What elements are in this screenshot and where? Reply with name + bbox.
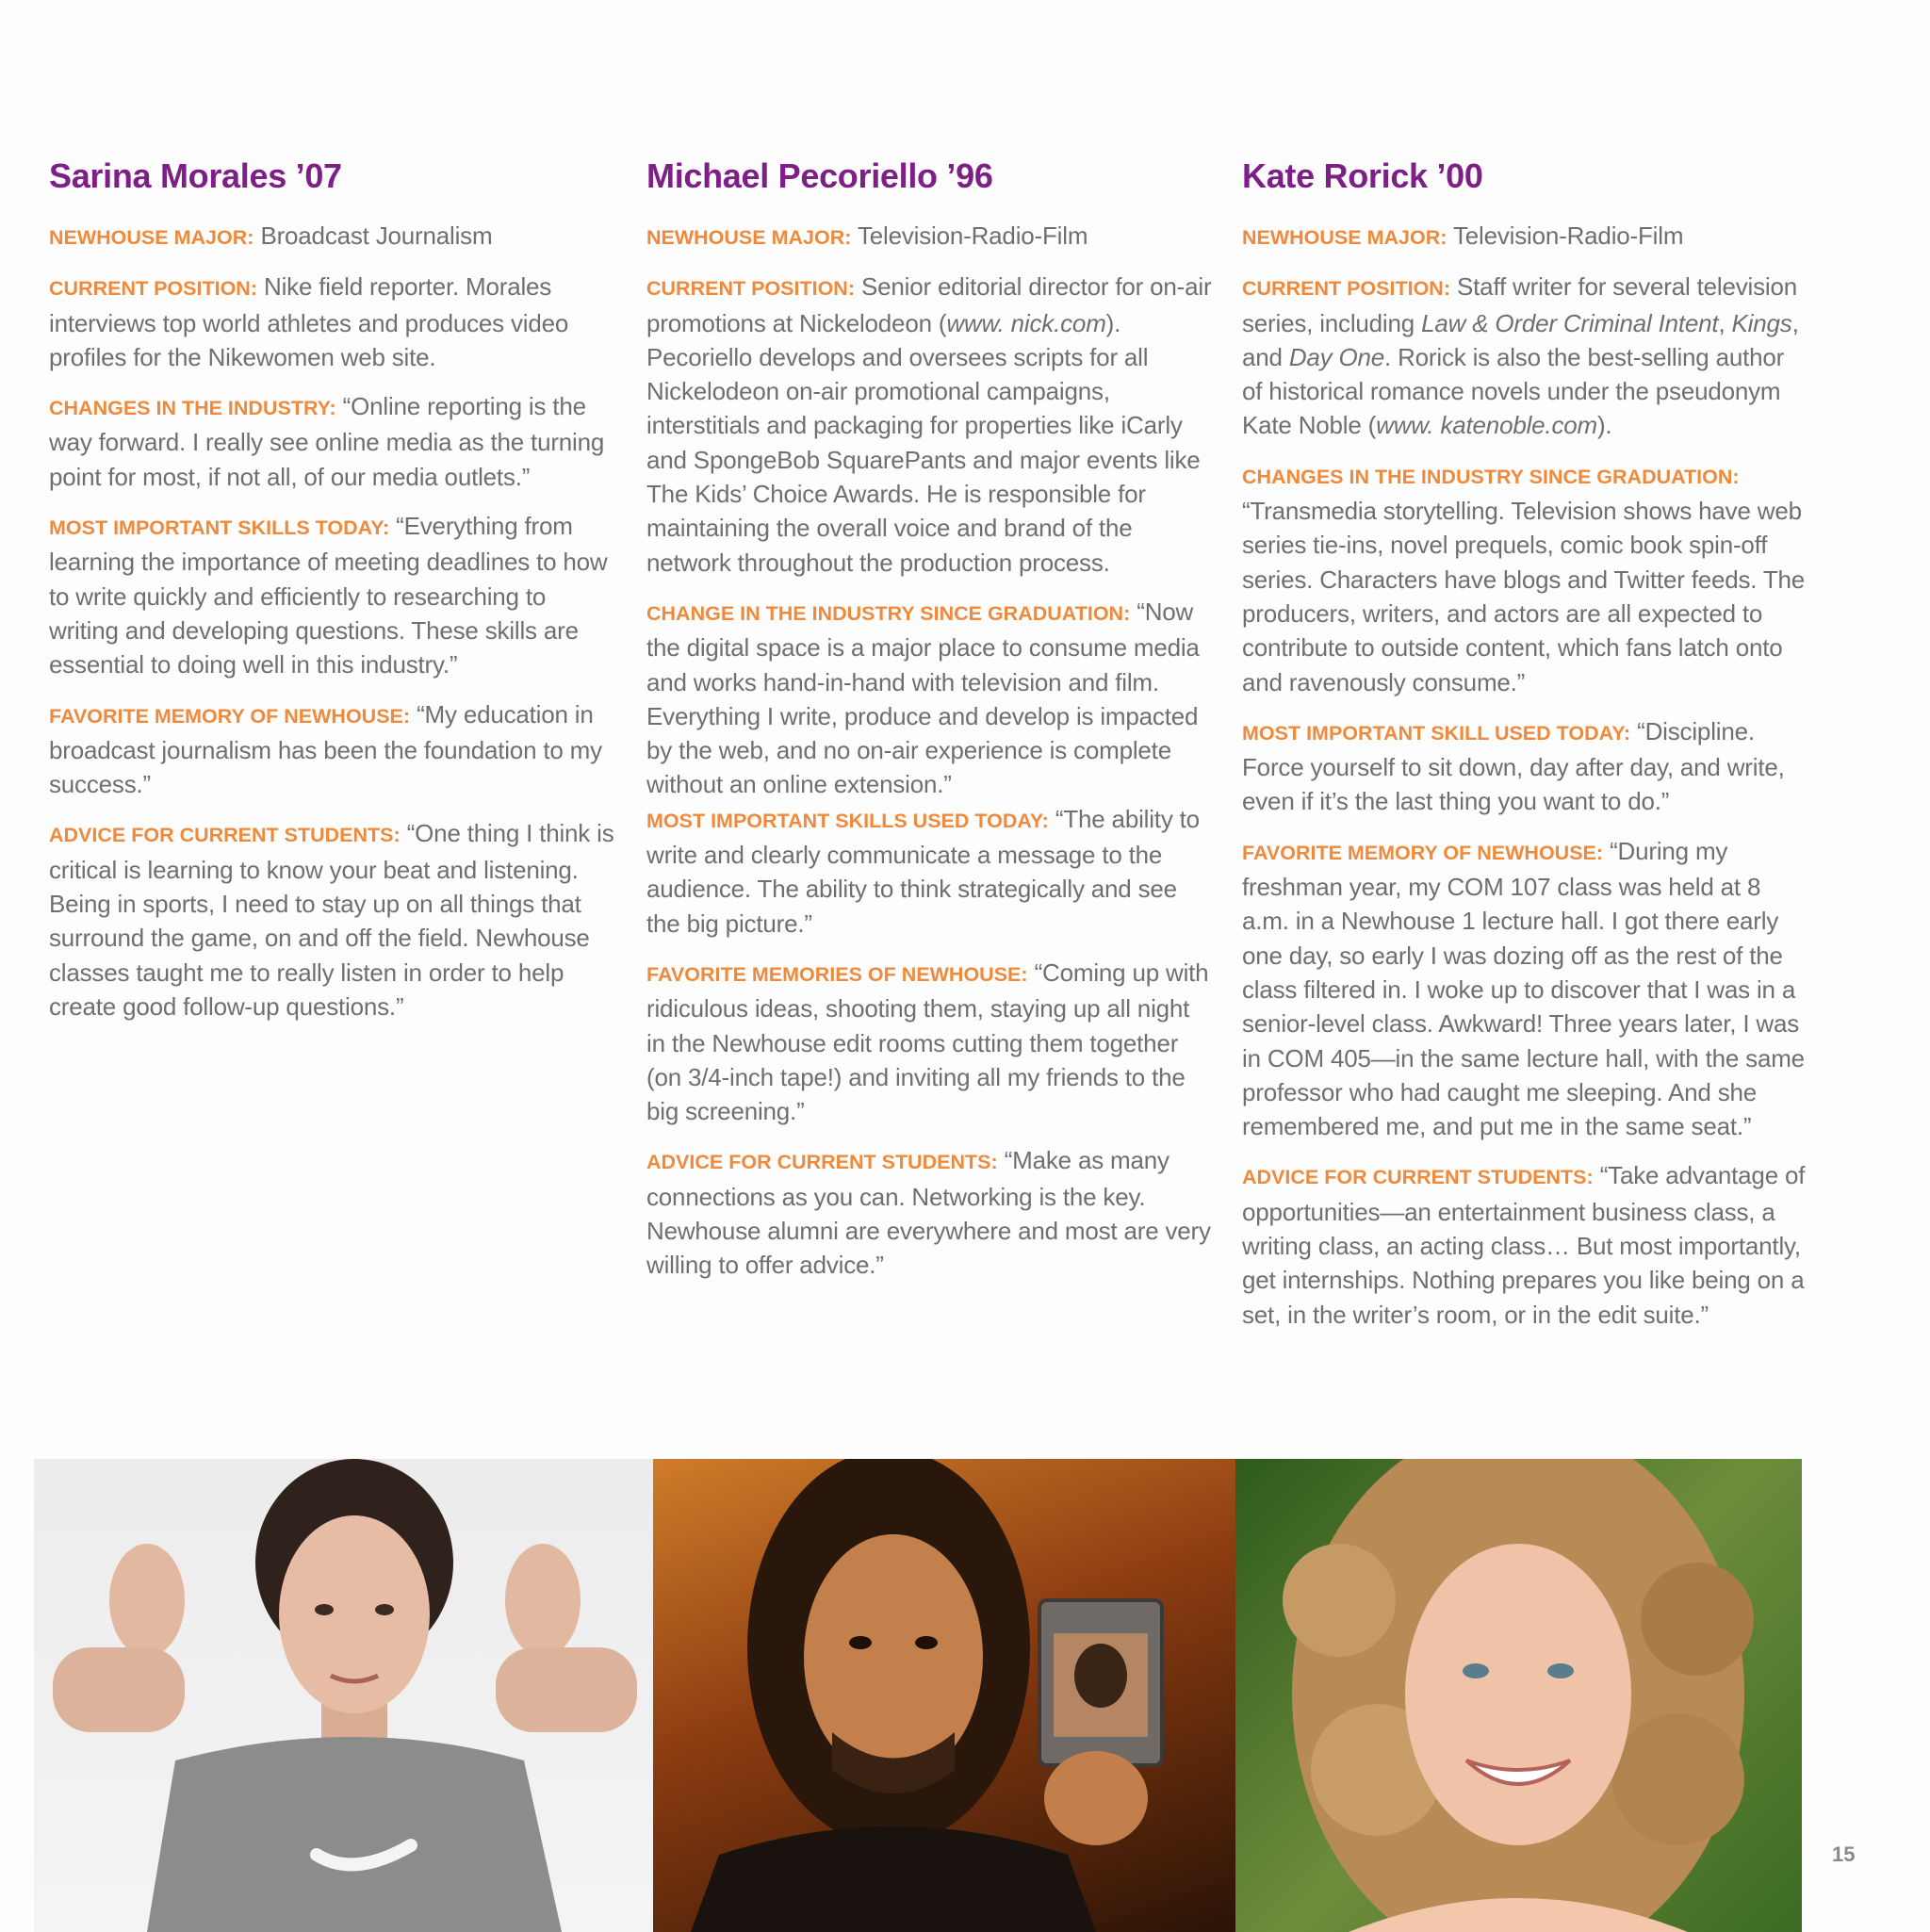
section-text: “Transmedia storytelling. Television shows have web series tie-ins, novel prequels, comic book spin-off series. Characters have blogs and Twitter feeds. The producers, writers, and actors are all expected to contribute to outside content, which fans latch onto and ravenously consume.” — [1242, 497, 1806, 696]
section-text: . Rorick is also the best-selling author of historical romance novels under the pseudonym Kate Noble ( — [1242, 342, 1785, 440]
major-section — [49, 219, 614, 254]
changes-section — [646, 595, 1212, 802]
section-label: MOST IMPORTANT SKILLS TODAY: — [49, 516, 390, 540]
section-text: Nike field reporter. Morales interviews top world athletes and produces video profiles for the Nikewomen web site. — [49, 272, 569, 371]
changes-section — [49, 389, 614, 494]
section-label: CURRENT POSITION: — [646, 277, 855, 301]
profile-name: Kate Rorick ’00 — [1242, 156, 1483, 195]
profile-column-kate-rorick — [1242, 149, 1807, 1347]
section-label: CHANGES IN THE INDUSTRY SINCE GRADUATION: — [1242, 465, 1740, 488]
portrait-illustration — [1235, 1459, 1802, 1932]
section-text: Staff writer for several television series, including — [1242, 272, 1798, 337]
position-section — [1242, 270, 1807, 442]
page-number: 15 — [1832, 1842, 1856, 1866]
section-label: CURRENT POSITION: — [49, 277, 257, 301]
section-label: FAVORITE MEMORY OF NEWHOUSE: — [1242, 841, 1604, 864]
profile-name: Sarina Morales ’07 — [49, 156, 342, 195]
profile-name: Michael Pecoriello ’96 — [646, 156, 993, 195]
section-label: MOST IMPORTANT SKILL USED TODAY: — [1242, 721, 1631, 745]
major-section — [1242, 219, 1807, 254]
show-title: Kings — [1731, 308, 1792, 337]
website-url: www. nick.com — [946, 308, 1106, 337]
photo-kate-rorick — [1235, 1459, 1802, 1932]
changes-section — [1242, 458, 1807, 699]
section-label: NEWHOUSE MAJOR: — [49, 226, 254, 249]
position-section — [49, 270, 614, 374]
memory-section — [49, 697, 614, 802]
section-label: MOST IMPORTANT SKILLS USED TODAY: — [646, 809, 1049, 832]
section-label: ADVICE FOR CURRENT STUDENTS: — [1242, 1166, 1594, 1189]
section-text: “My education in broadcast journalism has been the foundation to my success.” — [49, 699, 602, 799]
skills-section — [1242, 714, 1807, 819]
section-text: “During my freshman year, my COM 107 class was held at 8 a.m. in a Newhouse 1 lecture hall. I got there early one day, so early I was dozing off as the rest of the class filtered in. I woke up to discover that I was in a senior-level class. Awkward! Three years later, I was in COM 405—in the same lecture hall, with the same professor who had caught me sleeping. And she remembered me, and put me in the same seat.” — [1242, 836, 1805, 1141]
portrait-illustration — [34, 1459, 653, 1932]
section-label: FAVORITE MEMORIES OF NEWHOUSE: — [646, 962, 1028, 986]
section-text: “One thing I think is critical is learning to know your beat and listening. Being in sports, I need to stay up on all things that surround the game, on and off the field. Newhouse classes taught me to really listen in order to help create good follow-up questions.” — [49, 819, 614, 1021]
profile-column-sarina-morales — [49, 149, 614, 1039]
section-label: CHANGES IN THE INDUSTRY: — [49, 397, 336, 420]
section-text: “The ability to write and clearly communicate a message to the audience. The ability to think strategically and see the big picture.” — [646, 804, 1200, 938]
profile-column-michael-pecoriello — [646, 149, 1212, 1298]
show-title: Day One — [1288, 342, 1385, 371]
section-label: CHANGE IN THE INDUSTRY SINCE GRADUATION: — [646, 601, 1131, 625]
section-text: Broadcast Journalism — [260, 221, 493, 250]
memory-section — [1242, 834, 1807, 1144]
position-section — [646, 270, 1212, 580]
section-label: NEWHOUSE MAJOR: — [1242, 226, 1448, 249]
section-text: “Discipline. Force yourself to sit down, day after day, and write, even if it’s the last thing you want to do.” — [1242, 716, 1785, 816]
section-text: “Coming up with ridiculous ideas, shooting them, staying up all night in the Newhouse edit rooms cutting them together (on 3/4-inch tape!) and inviting all my friends to the big screening.” — [646, 958, 1209, 1126]
section-text: Senior editorial director for on-air promotions at Nickelodeon ( — [646, 272, 1212, 337]
section-text: “Online reporting is the way forward. I really see online media as the turning point for most, if not all, of our media outlets.” — [49, 392, 605, 491]
advice-section — [646, 1143, 1212, 1282]
section-text: , and — [1242, 308, 1799, 371]
section-text: ). — [1596, 411, 1612, 440]
photo-michael-pecoriello — [653, 1459, 1235, 1932]
website-url: www. katenoble.com — [1376, 411, 1597, 440]
advice-section — [49, 816, 614, 1023]
section-text: “Now the digital space is a major place to consume media and works hand-in-hand with television and film. Everything I write, produce and develop is impacted by the web, and no on-air experience is complete without an online extension.” — [646, 597, 1200, 799]
section-label: ADVICE FOR CURRENT STUDENTS: — [49, 824, 401, 847]
section-label: ADVICE FOR CURRENT STUDENTS: — [646, 1151, 998, 1174]
section-label: FAVORITE MEMORY OF NEWHOUSE: — [49, 704, 411, 728]
major-section — [646, 219, 1212, 254]
skills-section — [646, 802, 1212, 941]
section-text: “Take advantage of opportunities—an entertainment business class, a writing class, an acting class… But most importantly, get internships. Nothing prepares you like being on a set, in the writer’s room, or in the edit suite.” — [1242, 1161, 1806, 1329]
memory-section — [646, 956, 1212, 1128]
section-label: NEWHOUSE MAJOR: — [646, 226, 852, 249]
section-text: “Make as many connections as you can. Networking is the key. Newhouse alumni are everywhere and most are very willing to offer advice.” — [646, 1146, 1211, 1280]
show-title: Law & Order Criminal Intent — [1421, 308, 1719, 337]
photo-sarina-morales — [34, 1459, 653, 1932]
section-text: , — [1718, 308, 1732, 337]
portrait-illustration — [653, 1459, 1235, 1932]
advice-section — [1242, 1158, 1807, 1331]
section-label: CURRENT POSITION: — [1242, 277, 1450, 301]
section-text: ). Pecoriello develops and oversees scripts for all Nickelodeon on-air promotional campaigns, interstitials and packaging for properties like iCarly and SpongeBob SquarePants and major events like The Kids’ Choice Awards. He is responsible for maintaining the overall voice and brand of the network throughout the production process. — [646, 308, 1201, 577]
section-text: “Everything from learning the importance of meeting deadlines to how to write quickly and efficiently to researching to writing and developing questions. These skills are essential to doing well in this industry.” — [49, 512, 608, 679]
skills-section — [49, 509, 614, 681]
section-text: Television-Radio-Film — [1452, 221, 1684, 250]
section-text: Television-Radio-Film — [857, 221, 1088, 250]
